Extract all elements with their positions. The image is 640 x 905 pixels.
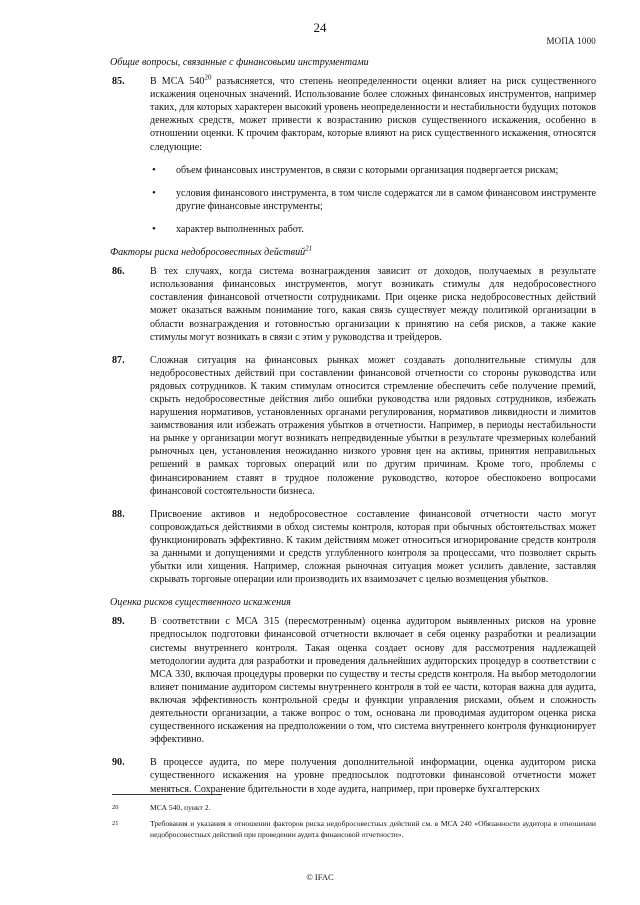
footnote-ref: 21 — [305, 244, 313, 253]
paragraph-87 — [112, 354, 596, 498]
paragraph-number: 87. — [112, 354, 125, 366]
section-heading-financial-instruments: Общие вопросы, связанные с финансовыми инструментами — [110, 57, 369, 68]
footnote-divider — [112, 794, 222, 795]
section-heading-risk-assessment: Оценка рисков существенного искажения — [110, 597, 291, 609]
paragraph-number: 90. — [112, 757, 125, 769]
footnote-21 — [112, 819, 596, 841]
paragraph-89 — [112, 615, 596, 746]
paragraph-number: 86. — [112, 266, 125, 278]
document-code: МОПА 1000 — [546, 36, 596, 46]
bullet-item: • условия финансового инструмента, в том числе содержатся ли в самом финансовом инструменте другие финансовые инструменты; — [152, 186, 596, 212]
footnote-20 — [112, 803, 596, 814]
paragraph-text: В тех случаях, когда система вознаграждения зависит от доходов, получаемых в результате использования финансовых инструментов, могут возникать стимулы для недобросовестного составления финансовой отчетности сотрудниками. При оценке риска недобросовестных действий может оказаться важным понимание того, какая связь существует между политикой организации в области вознаграждения и готовностью организации к принятию на себя рисков, а также какие стимулы могут возникать в связи с этим у руководства и трейдеров. — [150, 266, 596, 343]
paragraph-number: 88. — [112, 508, 125, 520]
footnote-number: 21 — [112, 819, 119, 827]
bullet-list — [150, 164, 596, 236]
bullet-icon: • — [152, 186, 156, 199]
footnote-ref: 20 — [204, 73, 212, 82]
footnote-text: МСА 540, пункт 2. — [150, 803, 211, 812]
paragraph-86 — [112, 265, 596, 344]
paragraph-90 — [112, 756, 596, 795]
footnotes — [112, 803, 596, 845]
bullet-item: • характер выполненных работ. — [152, 222, 304, 235]
paragraph-text: В соответствии с МСА 315 (пересмотренным) оценка аудитором выявленных рисков на уровне предпосылок подготовки финансовой отчетности включает в себя оценку разработки и реализации системы внутреннего контроля. Такая оценка создает основу для рассмотрения надлежащей методологии аудита для разработки и проведения дальнейших аудиторских процедур в соответствии с МСА 330, включая процедуры проверки по существу и тесты средств контроля. На выбор методологии влияет понимание аудитором системы внутреннего контроля в той ее части, которая важна для аудита, включая эффективность контрольной среды и функции управления рисками, объем и сложность деятельности организации, а также вопрос о том, основана ли проводимая аудитором оценка риска существенного искажения на предположении о том, что система внутреннего контроля функционирует эффективно. — [150, 616, 596, 746]
paragraph-text: Сложная ситуация на финансовых рынках может создавать дополнительные стимулы для недобросовестных действий при составлении финансовой отчетности со стороны руководства или рядовых сотрудников. К таким стимулам относится стремление обеспечить себе получение премий, скрыть недобросовестные действия либо ошибки руководства или рядовых сотрудников, избежать нарушения нормативов, установленных органами регулирования, нормативов ликвидности и лимитов заимствования или избежать отражения убытков в отчетности. Например, в периоды нестабильности на рынке у организации могут возникать непредвиденные убытки в результате чрезмерных колебаний рыночных цен, установления неожиданно низкого уровня цен на активы, принятия неправильных решений в рамках торговых операций или по другим причинам. Кроме того, проблемы с финансированием ставят в трудное положение руководство, которое обеспокоено вопросами финансовой состоятельности бизнеса. — [150, 354, 596, 497]
paragraph-number: 85. — [112, 76, 125, 88]
paragraph-88 — [112, 508, 596, 587]
paragraph-number: 89. — [112, 616, 125, 628]
paragraph-text: В МСА $540^{20}$ разъясняется, что степень неопределенности оценки влияет на риск существенного искажения оценочных значений. Использование более сложных финансовых инструментов, например таких, для которых характерен высокий уровень неопределенности и нестабильности будущих потоков денежных средств, может привести к возрастанию рисков существенного искажения, особенно в отношении оценки. К прочим факторам, которые влияют на риск существенного искажения, относятся следующие: — [150, 73, 596, 153]
page-body — [112, 50, 596, 806]
footnote-number: 20 — [112, 804, 119, 811]
paragraph-text: В процессе аудита, по мере получения дополнительной информации, оценка аудитором риска существенного искажения на уровне предпосылок подготовки финансовой отчетности может меняться. Сохранение бдительности в ходе аудита, например, при проверке бухгалтерских — [150, 757, 596, 795]
paragraph-85 — [112, 75, 596, 236]
bullet-icon: • — [152, 163, 156, 176]
footnote-text: Требования и указания в отношении факторов риска недобросовестных действий см. в МСА 240 «Обязанности аудитора в отношении недобросовестных действий при проведении аудита финансовой отчетности». — [150, 818, 596, 839]
paragraph-text: Присвоение активов и недобросовестное составление финансовой отчетности часто могут сопровождаться действиями в обход системы контроля, которая при обычных обстоятельствах может функционировать эффективно. К таким действиям может относиться игнорирование средств контроля за данными и допущениями и средств углубленного контроля за процессами, что позволяет скрыть убытки или хищения. Например, сложная рыночная ситуация может усилить давление, заставляя скрывать торговые операции или производить их взаимозачет с целью возмещения убытков. — [150, 508, 596, 586]
bullet-icon: • — [152, 222, 156, 235]
copyright: © IFAC — [306, 872, 334, 882]
section-heading-fraud-risk: Факторы риска недобросовестных действий$^{21}$ — [110, 244, 313, 259]
page-number: 24 — [313, 20, 327, 35]
bullet-item: • объем финансовых инструментов, в связи с которыми организация подвергается рискам; — [152, 163, 559, 176]
